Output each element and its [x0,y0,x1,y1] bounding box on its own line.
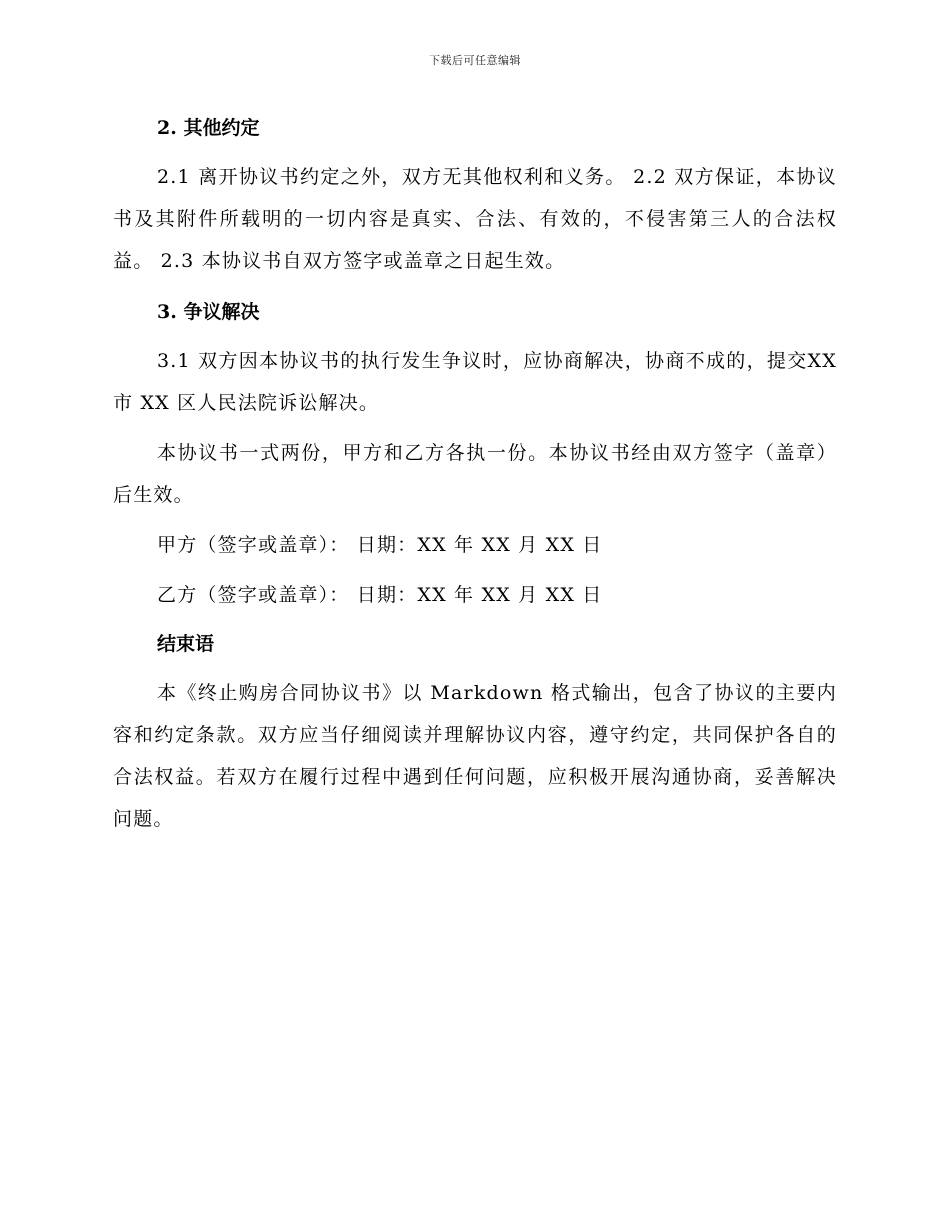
section-paragraph-other: 2.1 离开协议书约定之外，双方无其他权利和义务。 2.2 双方保证，本协议书及其附件所载明的一切内容是真实、合法、有效的，不侵害第三人的合法权益。 2.3 本协议书自双方签字或盖章之日起生效。 [113,166,837,272]
section-heading-other: 2. 其他约定 [157,117,260,139]
document-body [113,108,837,840]
section-heading-conclusion: 结束语 [157,633,215,655]
section-heading-dispute: 3. 争议解决 [157,301,260,323]
section-paragraph-conclusion: 本《终止购房合同协议书》以 Markdown 格式输出，包含了协议的主要内容和约定条款。双方应当仔细阅读并理解协议内容，遵守约定，共同保护各自的合法权益。若双方在履行过程中遇到任何问题，应积极开展沟通协商，妥善解决问题。 [113,682,837,830]
signature-party-b: 乙方（签字或盖章）： 日期：XX 年 XX 月 XX 日 [157,584,603,606]
signature-party-a: 甲方（签字或盖章）： 日期：XX 年 XX 月 XX 日 [157,534,603,556]
section-paragraph-dispute: 3.1 双方因本协议书的执行发生争议时，应协商解决，协商不成的，提交XX 市 XX 区人民法院诉讼解决。 [113,350,837,414]
copies-paragraph: 本协议书一式两份，甲方和乙方各执一份。本协议书经由双方签字（盖章）后生效。 [113,442,837,506]
page-header: 下载后可任意编辑 [429,54,521,67]
